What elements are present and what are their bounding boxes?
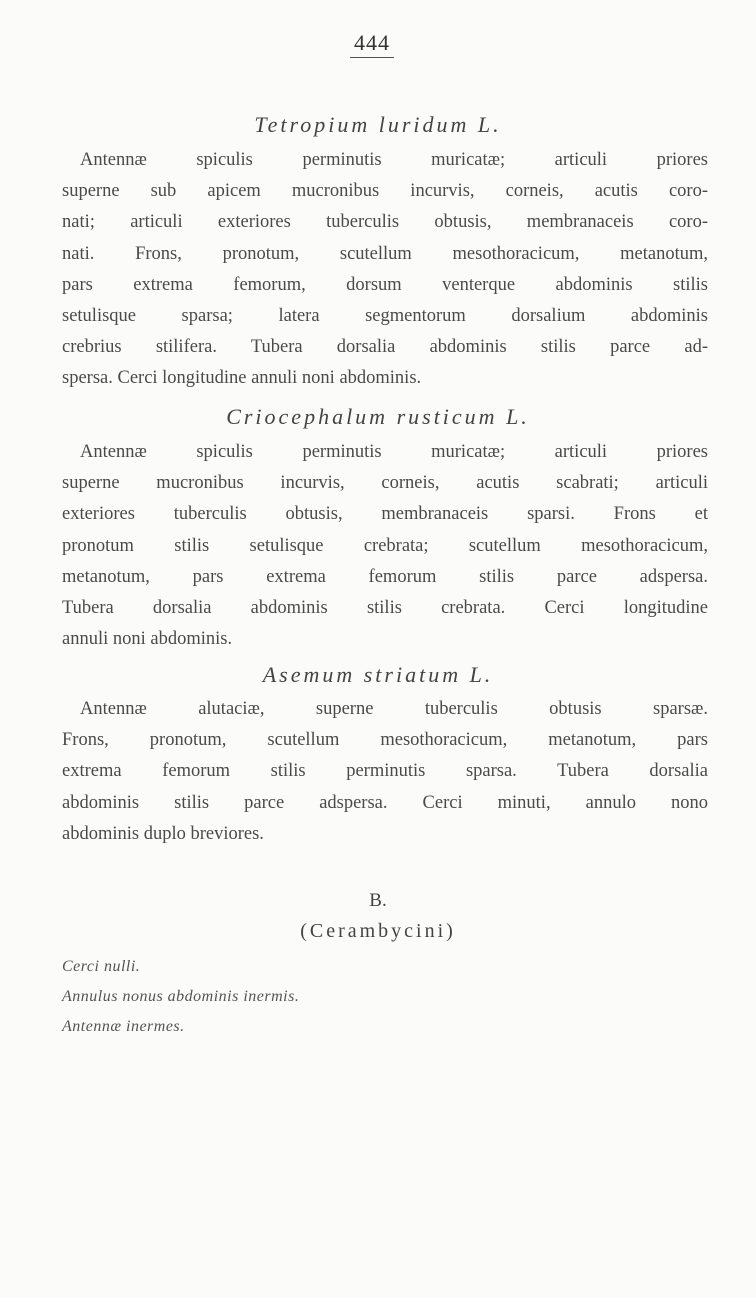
text-line: extrema femorum stilis perminutis sparsa. Tubera dorsalia bbox=[62, 761, 708, 782]
text-line: crebrius stilifera. Tubera dorsalia abdominis stilis parce ad- bbox=[62, 337, 708, 358]
page-number: 444 bbox=[350, 30, 394, 58]
text-line: Tubera dorsalia abdominis stilis crebrata. Cerci longitudine bbox=[62, 598, 708, 619]
text-line: abdominis duplo breviores. bbox=[62, 823, 264, 844]
key-note: Cerci nulli. bbox=[62, 958, 141, 975]
text-line: Antennæ spiculis perminutis muricatæ; articuli priores bbox=[80, 150, 708, 170]
species-description-criocephalum bbox=[62, 437, 708, 655]
text-line: Antennæ alutaciæ, superne tuberculis obtusis sparsæ. bbox=[80, 699, 708, 719]
text-line: superne sub apicem mucronibus incurvis, corneis, acutis coro- bbox=[62, 181, 708, 202]
text-line: nati; articuli exteriores tuberculis obtusis, membranaceis coro- bbox=[62, 212, 708, 233]
text-line: setulisque sparsa; latera segmentorum dorsalium abdominis bbox=[62, 306, 708, 327]
text-line: pars extrema femorum, dorsum venterque abdominis stilis bbox=[62, 274, 708, 295]
text-line: metanotum, pars extrema femorum stilis parce adspersa. bbox=[62, 566, 708, 587]
text-line: Antennæ spiculis perminutis muricatæ; articuli priores bbox=[80, 442, 708, 462]
key-note: Annulus nonus abdominis inermis. bbox=[62, 988, 300, 1005]
text-line: pronotum stilis setulisque crebrata; scutellum mesothoracicum, bbox=[62, 535, 708, 556]
text-line: spersa. Cerci longitudine annuli noni abdominis. bbox=[62, 368, 422, 389]
section-letter: B. bbox=[369, 890, 387, 911]
species-description-asemum bbox=[62, 694, 708, 850]
text-line: superne mucronibus incurvis, corneis, acutis scabrati; articuli bbox=[62, 473, 708, 494]
species-title-tetropium: Tetropium luridum L. bbox=[254, 112, 502, 137]
text-line: nati. Frons, pronotum, scutellum mesothoracicum, metanotum, bbox=[62, 243, 708, 264]
tribe-heading: (Cerambycini) bbox=[300, 920, 456, 942]
text-line: exteriores tuberculis obtusis, membranaceis sparsi. Frons et bbox=[62, 504, 708, 525]
species-description-tetropium bbox=[62, 145, 708, 395]
text-line: abdominis stilis parce adspersa. Cerci minuti, annulo nono bbox=[62, 792, 708, 813]
key-note: Antennæ inermes. bbox=[62, 1018, 185, 1035]
species-title-asemum: Asemum striatum L. bbox=[262, 662, 494, 687]
species-title-criocephalum: Criocephalum rusticum L. bbox=[226, 404, 530, 429]
text-line: Frons, pronotum, scutellum mesothoracicum, metanotum, pars bbox=[62, 730, 708, 751]
text-line: annuli noni abdominis. bbox=[62, 629, 233, 650]
